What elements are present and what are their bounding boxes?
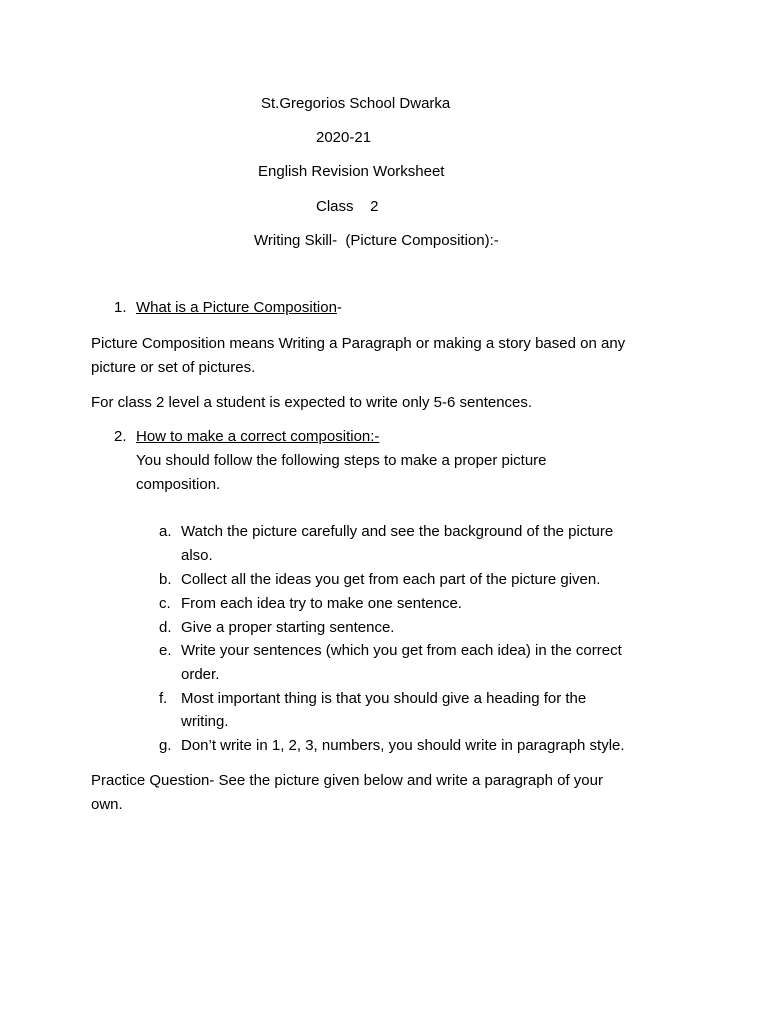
section-1-number: 1. xyxy=(114,299,127,316)
practice-question-line-1: Practice Question- See the picture given below and write a paragraph of your xyxy=(91,772,603,789)
step-g-marker: g. xyxy=(159,737,172,754)
class-level-note: For class 2 level a student is expected to write only 5-6 sentences. xyxy=(91,394,533,411)
step-e-marker: e. xyxy=(159,642,172,659)
definition-line-2: picture or set of pictures. xyxy=(91,359,256,376)
step-f-line-1: Most important thing is that you should give a heading for the xyxy=(181,690,587,707)
step-a-marker: a. xyxy=(159,523,172,540)
topic-title: Writing Skill- (Picture Composition):- xyxy=(254,232,499,249)
step-d-line-1: Give a proper starting sentence. xyxy=(181,619,395,636)
section-2-number: 2. xyxy=(114,428,127,445)
step-f-marker: f. xyxy=(159,690,168,707)
step-f-line-2: writing. xyxy=(181,713,229,730)
section-2-heading: How to make a correct composition:- xyxy=(136,428,380,445)
step-b-marker: b. xyxy=(159,571,172,588)
school-name: St.Gregorios School Dwarka xyxy=(261,95,451,112)
worksheet-title: English Revision Worksheet xyxy=(258,163,445,180)
step-c-line-1: From each idea try to make one sentence. xyxy=(181,595,462,612)
step-b-line-1: Collect all the ideas you get from each part of the picture given. xyxy=(181,571,601,588)
section-1-heading-row xyxy=(136,296,342,320)
step-a-line-1: Watch the picture carefully and see the background of the picture xyxy=(181,523,614,540)
section-1-heading-suffix: - xyxy=(336,299,342,316)
steps-intro-line-2: composition. xyxy=(136,476,221,493)
step-e-line-1: Write your sentences (which you get from each idea) in the correct xyxy=(181,642,622,659)
step-a-line-2: also. xyxy=(181,547,213,564)
practice-question-line-2: own. xyxy=(91,796,123,813)
steps-intro-line-1: You should follow the following steps to make a proper picture xyxy=(136,452,547,469)
step-c-marker: c. xyxy=(159,595,171,612)
definition-line-1: Picture Composition means Writing a Paragraph or making a story based on any xyxy=(91,335,626,352)
step-d-marker: d. xyxy=(159,619,172,636)
step-e-line-2: order. xyxy=(181,666,220,683)
step-g-line-1: Don’t write in 1, 2, 3, numbers, you should write in paragraph style. xyxy=(181,737,625,754)
section-1-heading: What is a Picture Composition xyxy=(136,299,337,316)
academic-year: 2020-21 xyxy=(316,129,372,146)
class-label: Class 2 xyxy=(316,198,379,215)
